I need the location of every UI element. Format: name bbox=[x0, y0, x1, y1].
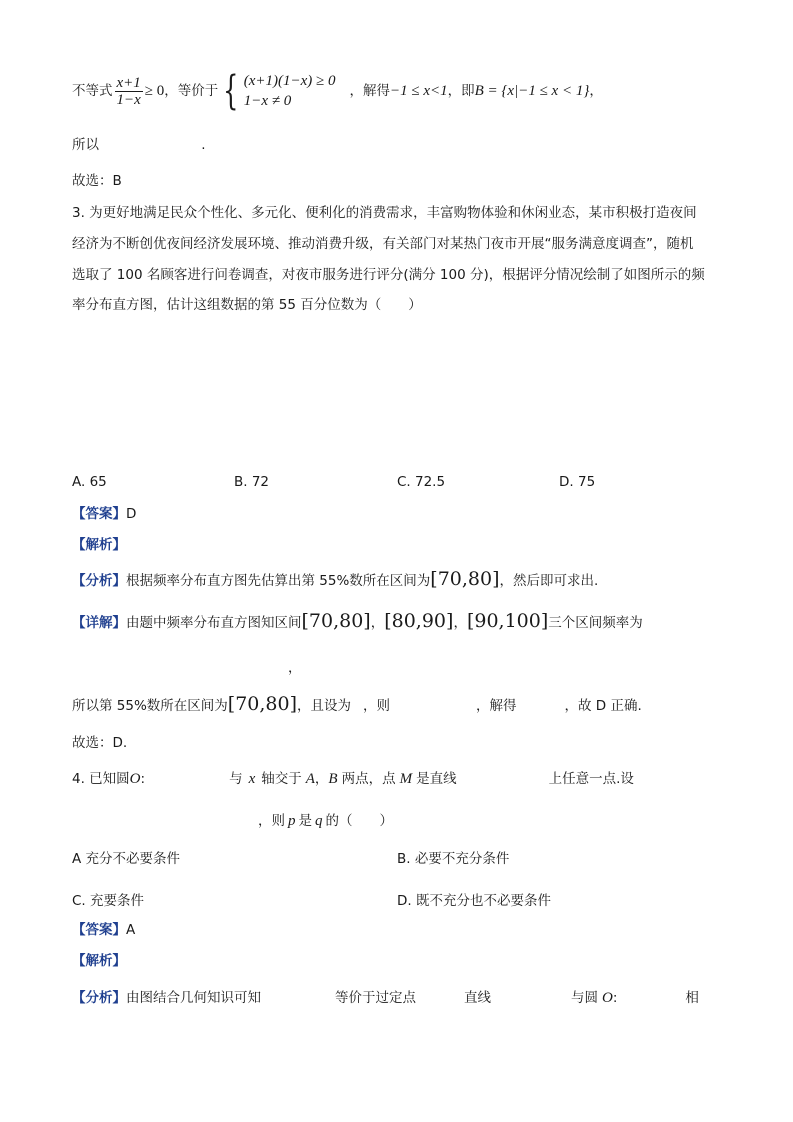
xiangjie-row bbox=[72, 611, 643, 633]
analysis-label: 【解析】 bbox=[72, 537, 126, 553]
answer-label: 【答案】 bbox=[72, 922, 126, 938]
interval: [70,80] bbox=[227, 693, 298, 715]
text: ， bbox=[370, 615, 385, 631]
fenxi-row bbox=[72, 569, 598, 591]
text: ，解得 bbox=[349, 83, 390, 99]
text: 所以 bbox=[72, 137, 99, 153]
choice-a: A 充分不必要条件 bbox=[72, 851, 181, 867]
text: ，然后即可求出. bbox=[499, 573, 599, 589]
text: ，故 D 正确. bbox=[564, 698, 642, 714]
solution: −1 ≤ x<1 bbox=[390, 83, 448, 99]
choice-c: C. 充要条件 bbox=[72, 893, 145, 909]
text: 相 bbox=[685, 990, 699, 1006]
text: 上任意一点.设 bbox=[548, 771, 634, 787]
left-brace: { bbox=[223, 68, 239, 114]
text: 根据频率分布直方图先估算出第 55%数所在区间为 bbox=[126, 573, 431, 589]
choice-c: C. 72.5 bbox=[397, 474, 446, 490]
xiangjie-label: 【详解】 bbox=[72, 615, 126, 631]
text: ，即 bbox=[447, 83, 475, 99]
set-b: B = {x|−1 ≤ x < 1} bbox=[474, 83, 590, 99]
text: 是 bbox=[298, 813, 312, 829]
variable-q: q bbox=[315, 813, 323, 829]
inequality-sign: ≥ 0 bbox=[144, 83, 165, 99]
text: ，则 bbox=[258, 813, 285, 829]
interval-2: [80,90] bbox=[384, 610, 454, 632]
system-line-2: 1−x ≠ 0 bbox=[243, 93, 292, 109]
text: 等价于过定点 bbox=[335, 990, 416, 1006]
text: 由题中频率分布直方图知区间 bbox=[126, 615, 302, 631]
fraction bbox=[115, 75, 143, 108]
fenxi-label: 【分析】 bbox=[72, 573, 126, 589]
text: : bbox=[140, 771, 146, 787]
analysis-heading bbox=[72, 535, 126, 555]
interval: [70,80] bbox=[430, 568, 500, 590]
question-4-line-1 bbox=[72, 769, 634, 789]
question-3-line-2: 经济为不断创优夜间经济发展环境、推动消费升级，有关部门对某热门夜市开展“服务满意度调查”，随机 bbox=[72, 236, 694, 252]
answer-value: A bbox=[126, 922, 136, 938]
text: . bbox=[201, 137, 206, 153]
question-3-line-4: 率分布直方图，估计这组数据的第 55 百分位数为（ ） bbox=[72, 297, 422, 313]
suoyi-row bbox=[72, 694, 642, 716]
circle-name: O bbox=[602, 990, 613, 1006]
text: 的（ ） bbox=[325, 813, 393, 829]
text: 两点，点 bbox=[341, 771, 396, 787]
interval-1: [70,80] bbox=[301, 610, 371, 632]
choice-b: B. 必要不充分条件 bbox=[397, 851, 510, 867]
question-4-line-2 bbox=[258, 811, 393, 831]
text: 不等式 bbox=[72, 83, 113, 99]
text: 是直线 bbox=[416, 771, 457, 787]
analysis-label: 【解析】 bbox=[72, 953, 126, 969]
text: 与 bbox=[229, 771, 243, 787]
text: ，则 bbox=[363, 698, 391, 714]
text: 所以第 55%数所在区间为 bbox=[72, 698, 228, 714]
point-b: B bbox=[328, 771, 338, 787]
answer-row bbox=[72, 504, 136, 524]
choice-d: D. 75 bbox=[559, 474, 596, 490]
text: 直线 bbox=[464, 990, 491, 1006]
fenxi-label: 【分析】 bbox=[72, 990, 126, 1006]
choice-a: A. 65 bbox=[72, 474, 107, 490]
circle-name: O bbox=[129, 771, 141, 787]
xiangjie-comma: ， bbox=[288, 660, 302, 676]
system-line-1: (x+1)(1−x) ≥ 0 bbox=[243, 73, 336, 89]
text: ， bbox=[589, 83, 603, 99]
answer-row bbox=[72, 920, 135, 940]
text: 4. 已知圆 bbox=[72, 771, 130, 787]
choice-b: B. 72 bbox=[234, 474, 270, 490]
question-3-line-3: 选取了 100 名顾客进行问卷调查，对夜市服务进行评分(满分 100 分)，根据评分情况绘制了如图所示的频 bbox=[72, 267, 705, 283]
interval-3: [90,100] bbox=[466, 610, 549, 632]
variable-x: x bbox=[248, 771, 256, 787]
solution-line-so bbox=[72, 135, 206, 155]
answer-choice-line: 故选：D. bbox=[72, 735, 128, 751]
variable-p: p bbox=[288, 813, 296, 829]
text: ，解得 bbox=[476, 698, 517, 714]
text: ， bbox=[453, 615, 467, 631]
text: ，且设为 bbox=[297, 698, 352, 714]
inequality-system bbox=[218, 68, 336, 114]
fraction-denominator: 1−x bbox=[116, 91, 141, 108]
answer-label: 【答案】 bbox=[72, 506, 126, 522]
choice-d: D. 既不充分也不必要条件 bbox=[397, 893, 551, 909]
text: : bbox=[612, 990, 618, 1006]
point-a: A bbox=[305, 771, 315, 787]
text: ， bbox=[314, 771, 329, 787]
fenxi-row bbox=[72, 988, 699, 1008]
point-m: M bbox=[399, 771, 413, 787]
question-3-line-1: 3. 为更好地满足民众个性化、多元化、便利化的消费需求，丰富购物体验和休闲业态，某市积极打造夜间 bbox=[72, 205, 697, 221]
fraction-numerator: x+1 bbox=[116, 74, 141, 91]
text: 轴交于 bbox=[261, 771, 302, 787]
text: 三个区间频率为 bbox=[548, 615, 643, 631]
text: 与圆 bbox=[571, 990, 598, 1006]
solution-line-inequality bbox=[72, 68, 603, 114]
analysis-heading bbox=[72, 951, 126, 971]
answer-choice-line: 故选：B bbox=[72, 173, 122, 189]
answer-value: D bbox=[126, 506, 137, 522]
text: 由图结合几何知识可知 bbox=[126, 990, 261, 1006]
text: ，等价于 bbox=[164, 83, 219, 99]
